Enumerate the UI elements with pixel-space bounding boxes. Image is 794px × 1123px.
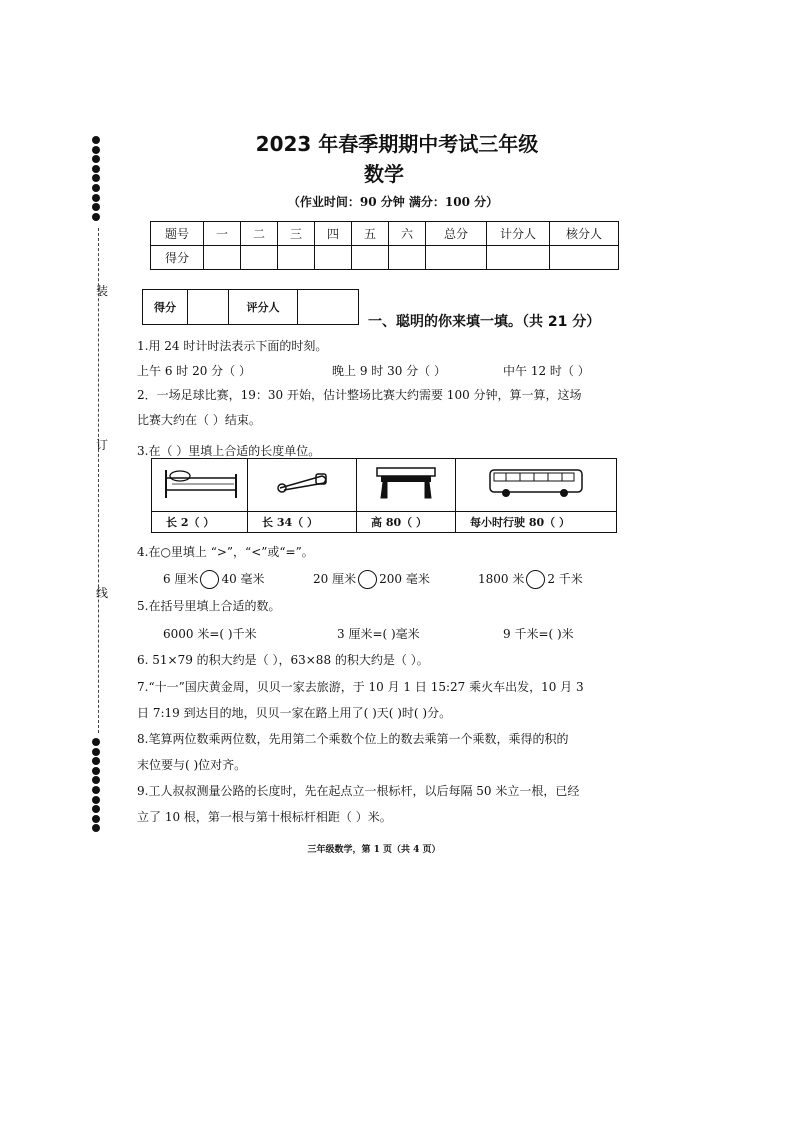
- q3-cell-bus: [456, 459, 617, 512]
- score-header-cell: 题号: [151, 222, 204, 246]
- score-header-cell: 五: [352, 222, 389, 246]
- page-footer: 三年级数学，第 1 页（共 4 页）: [307, 845, 441, 855]
- q2-line2: 比赛大约在（ ）结束。: [137, 413, 261, 427]
- exam-title: 2023 年春季期期中考试三年级: [255, 132, 539, 156]
- exam-subject: 数学: [364, 162, 404, 186]
- q4-pair-right: 40 毫米: [221, 572, 265, 586]
- q4-pair-right: 2 千米: [547, 572, 583, 586]
- q1-item-b: 晚上 9 时 30 分（ ）: [332, 364, 446, 378]
- binding-char-zhuang: 装: [96, 284, 109, 298]
- compare-circle[interactable]: [200, 570, 219, 589]
- q3-label-table: 高 80（ ）: [357, 512, 456, 533]
- score-cell[interactable]: [204, 246, 241, 270]
- binding-char-ding: 订: [96, 438, 109, 452]
- compare-circle[interactable]: [358, 570, 377, 589]
- q5-item-c: 9 千米=( )米: [503, 627, 574, 641]
- score-header-cell: 三: [278, 222, 315, 246]
- score-cell[interactable]: [352, 246, 389, 270]
- q1-item-c: 中午 12 时（ ）: [503, 364, 590, 378]
- binding-dots-bottom: [92, 738, 102, 834]
- q3-label-bed: 长 2（ ）: [152, 512, 248, 533]
- grader-score-cell[interactable]: [188, 290, 229, 325]
- score-table: [150, 221, 619, 270]
- q7-line1: 7.“十一”国庆黄金周，贝贝一家去旅游，于 10 月 1 日 15:27 乘火车出发，10 月 3: [137, 680, 584, 694]
- bus-icon: [486, 485, 586, 504]
- score-cell[interactable]: [426, 246, 487, 270]
- q5-item-b: 3 厘米=( )毫米: [337, 627, 420, 641]
- grader-name-label: 评分人: [229, 290, 298, 325]
- q3-cell-pin: [248, 459, 357, 512]
- q3-cell-bed: [152, 459, 248, 512]
- q1-item-a: 上午 6 时 20 分（ ）: [137, 364, 251, 378]
- score-header-cell: 六: [389, 222, 426, 246]
- q9-line1: 9.工人叔叔测量公路的长度时，先在起点立一根标杆，以后每隔 50 米立一根，已经: [137, 784, 580, 798]
- q3-text: 3.在（ ）里填上合适的长度单位。: [137, 444, 321, 458]
- score-header-cell: 四: [315, 222, 352, 246]
- q4-pair-left: 1800 米: [478, 572, 525, 586]
- binding-char-xian: 线: [96, 586, 109, 600]
- grader-name-cell[interactable]: [298, 290, 359, 325]
- q4-pair-1: [163, 570, 265, 589]
- q1-text: 1.用 24 时计时法表示下面的时刻。: [137, 339, 328, 353]
- q3-picture-table: [151, 458, 617, 533]
- q4-pair-right: 200 毫米: [379, 572, 430, 586]
- score-table-header-row: [151, 222, 619, 246]
- score-header-cell: 总分: [426, 222, 487, 246]
- q3-label-pin: 长 34（ ）: [248, 512, 357, 533]
- q7-line2: 日 7:19 到达目的地，贝贝一家在路上用了( )天( )时( )分。: [137, 706, 452, 720]
- q5-text: 5.在括号里填上合适的数。: [137, 599, 281, 613]
- q3-label-bus: 每小时行驶 80（ ）: [456, 512, 617, 533]
- q4-pair-2: [313, 570, 430, 589]
- safety-pin-icon: [272, 483, 332, 502]
- score-cell[interactable]: [389, 246, 426, 270]
- q9-line2: 立了 10 根，第一根与第十根标杆相距（ ）米。: [137, 810, 392, 824]
- section-grader-box: [142, 289, 359, 325]
- score-header-cell: 二: [241, 222, 278, 246]
- q3-cell-table: [357, 459, 456, 512]
- binding-dashed-line: [98, 228, 99, 733]
- exam-time-note: （作业时间：90 分钟 满分：100 分）: [287, 195, 499, 209]
- q4-pair-left: 6 厘米: [163, 572, 199, 586]
- score-header-cell: 核分人: [550, 222, 619, 246]
- q5-item-a: 6000 米=( )千米: [163, 627, 257, 641]
- grader-score-label: 得分: [143, 290, 188, 325]
- q4-pair-left: 20 厘米: [313, 572, 357, 586]
- score-header-cell: 计分人: [487, 222, 550, 246]
- score-cell[interactable]: [241, 246, 278, 270]
- score-cell[interactable]: [278, 246, 315, 270]
- q4-text: 4.在○里填上 “>”，“<”或“=”。: [137, 545, 314, 559]
- q2-line1: 2．一场足球比赛，19：30 开始，估计整场比赛大约需要 100 分钟，算一算，这场: [137, 388, 582, 402]
- bed-icon: [160, 485, 240, 504]
- table-icon: [371, 487, 441, 506]
- compare-circle[interactable]: [526, 570, 545, 589]
- q4-pair-3: [478, 570, 583, 589]
- q6-text: 6. 51×79 的积大约是（ ），63×88 的积大约是（ ）。: [137, 653, 429, 667]
- section1-heading: 一、聪明的你来填一填。（共 21 分）: [368, 314, 601, 330]
- score-cell[interactable]: [550, 246, 619, 270]
- score-header-cell: 一: [204, 222, 241, 246]
- score-row-label: 得分: [151, 246, 204, 270]
- score-cell[interactable]: [487, 246, 550, 270]
- score-table-score-row: [151, 246, 619, 270]
- q8-line1: 8.笔算两位数乘两位数，先用第二个乘数个位上的数去乘第一个乘数，乘得的积的: [137, 732, 569, 746]
- q8-line2: 末位要与( )位对齐。: [137, 758, 247, 772]
- score-cell[interactable]: [315, 246, 352, 270]
